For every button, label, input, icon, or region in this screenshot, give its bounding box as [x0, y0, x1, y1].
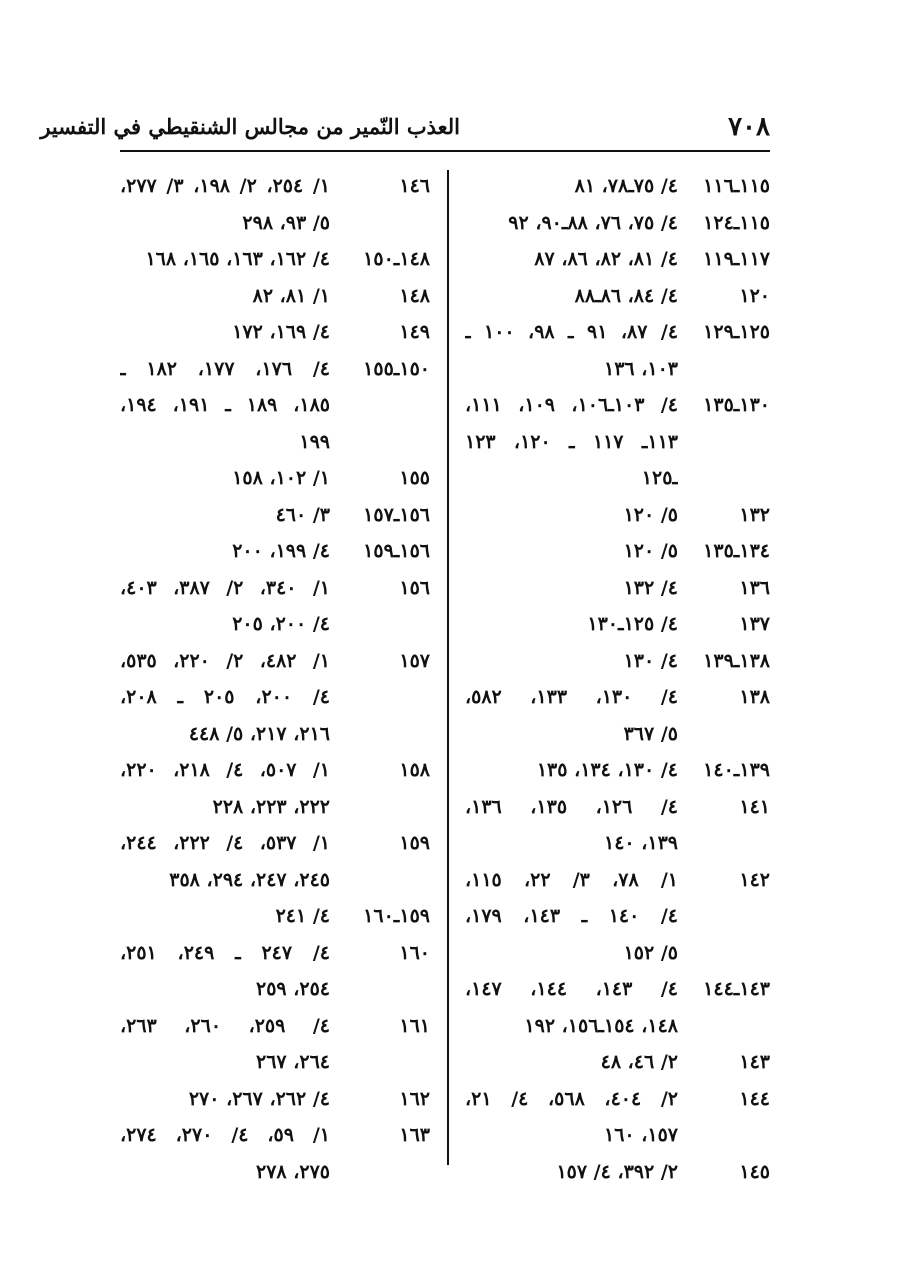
verse-reference: ١١٥ـ١٢٤ [703, 211, 770, 234]
page-reference-line: ١/ ١٠٢، ١٥٨ [232, 467, 330, 489]
page-references [120, 533, 330, 570]
verse-reference: ١٢٥ـ١٢٩ [703, 321, 770, 343]
index-entry [465, 387, 770, 497]
index-entry [120, 898, 430, 935]
page-reference-line: ٤/ ٢٤١ [275, 905, 330, 927]
index-entry [465, 570, 770, 607]
page-references [120, 278, 330, 315]
index-entry [120, 460, 430, 497]
page-reference-line: ٤/ ١٢٦، ١٣٥، ١٣٦، [465, 795, 678, 818]
page-reference-line: ٤/ ٨١، ٨٢، ٨٦، ٨٧ [534, 248, 678, 270]
verse-reference: ١٣٧ [739, 613, 770, 635]
page-reference-line: ٢٤٥، ٢٤٧، ٢٩٤، ٣٥٨ [169, 868, 330, 891]
running-header-title: العذب النّمير من مجالس الشنقيطي في التفسير [40, 114, 460, 139]
verse-reference: ١٥٩ [399, 832, 430, 854]
page-references [465, 971, 678, 1044]
index-entry [465, 278, 770, 315]
index-entry [465, 862, 770, 972]
index-entry [465, 533, 770, 570]
verse-reference: ١٣٠ـ١٣٥ [703, 394, 770, 416]
page-references [465, 314, 678, 387]
page-reference-line: ٢٦٤، ٢٦٧ [256, 1051, 330, 1073]
verse-reference: ١٦٣ [399, 1124, 430, 1146]
page-references [465, 387, 678, 497]
page-reference-line: ٤/ ١٣٠، ١٣٤، ١٣٥ [536, 759, 678, 781]
page-reference-line: ١٨٥، ١٨٩ ـ ١٩١، ١٩٤، [120, 394, 330, 416]
index-entry [120, 533, 430, 570]
verse-reference: ١٤٣ [739, 1051, 770, 1073]
verse-reference: ١٥٦ـ١٥٧ [363, 503, 430, 526]
page-references [120, 241, 330, 278]
page-reference-line: ١٣٩، ١٤٠ [604, 832, 678, 854]
verse-reference: ١٥٧ [399, 649, 430, 672]
page-reference-line: ٤/ ٢٥٩، ٢٦٠، ٢٦٣، [120, 1014, 330, 1037]
verse-reference: ١١٧ـ١١٩ [703, 248, 770, 270]
index-entry [120, 825, 430, 898]
page-reference-line: ٤/ ٢٠٠، ٢٠٥ ـ ٢٠٨، [120, 686, 330, 708]
page-references [465, 789, 678, 862]
page-references [465, 168, 678, 205]
page-references [120, 351, 330, 461]
page-reference-line: ٤/ ١٩٩، ٢٠٠ [232, 540, 330, 562]
page-references [465, 1154, 678, 1191]
column-divider [447, 170, 449, 1165]
page-reference-line: ٤/ ٧٥ـ٧٨، ٨١ [574, 175, 678, 197]
index-entry [120, 168, 430, 241]
page-references [465, 1044, 678, 1081]
index-entry [465, 241, 770, 278]
verse-reference: ١٤٣ـ١٤٤ [703, 978, 770, 1000]
page-reference-line: ٢٥٤، ٢٥٩ [256, 978, 330, 1000]
index-entry [465, 1044, 770, 1081]
index-entry [120, 278, 430, 315]
page-reference-line: ٤/ ٨٤، ٨٦ـ٨٨ [574, 284, 678, 307]
verse-reference: ١٣٨ـ١٣٩ [703, 649, 770, 672]
page-references [465, 570, 678, 607]
index-entry [120, 351, 430, 461]
verse-reference: ١٣٤ـ١٣٥ [703, 540, 770, 562]
index-entry [465, 497, 770, 534]
page-reference-line: ١/ ٥٣٧، ٤/ ٢٢٢، ٢٤٤، [120, 832, 330, 854]
verse-reference: ١٤٩ [399, 321, 430, 343]
page-references [465, 679, 678, 752]
verse-reference: ١٣٨ [739, 686, 770, 708]
page-references [120, 935, 330, 1008]
verse-reference: ١٦٢ [399, 1087, 430, 1110]
page-reference-line: ٤/ ١٢٥ـ١٣٠ [587, 613, 678, 635]
page-reference-line: ٢٧٥، ٢٧٨ [256, 1160, 330, 1183]
verse-reference: ١٢٠ [739, 284, 770, 307]
verse-reference: ١٥٦ـ١٥٩ [363, 540, 430, 562]
page-reference-line: ـ١٢٥ [641, 467, 678, 489]
verse-reference: ١٥٠ـ١٥٥ [363, 357, 430, 380]
verse-reference: ١٦١ [399, 1014, 430, 1037]
page-reference-line: ١/ ٢٥٤، ٢/ ١٩٨، ٣/ ٢٧٧، [120, 175, 330, 197]
verse-reference: ١٤١ [739, 795, 770, 818]
page-reference-line: ١/ ٧٨، ٣/ ٢٢، ١١٥، [465, 868, 678, 891]
verse-reference: ١٣٩ـ١٤٠ [703, 759, 770, 781]
index-entry [465, 971, 770, 1044]
page-references [120, 570, 330, 643]
page-reference-line: ٥/ ١٢٠ [623, 503, 678, 526]
page-reference-line: ٢/ ٤٦، ٤٨ [600, 1051, 678, 1073]
page-references [465, 205, 678, 242]
page-reference-line: ١/ ٣٤٠، ٢/ ٣٨٧، ٤٠٣، [120, 576, 330, 599]
page-references [465, 643, 678, 680]
index-entry [465, 1154, 770, 1191]
index-entry [465, 606, 770, 643]
page-references [120, 825, 330, 898]
index-entry [120, 241, 430, 278]
page-references [120, 898, 330, 935]
verse-reference: ١٣٢ [739, 503, 770, 526]
verse-reference: ١٥٩ـ١٦٠ [363, 905, 430, 927]
page-reference-line: ٥/ ١٢٠ [623, 540, 678, 562]
page-reference-line: ٤/ ٧٥، ٧٦، ٨٨ـ٩٠، ٩٢ [508, 211, 678, 234]
verse-reference: ١٤٢ [739, 868, 770, 891]
page-reference-line: ١٩٩ [299, 430, 330, 453]
index-entry [465, 679, 770, 752]
page-references [120, 643, 330, 753]
verse-reference: ١٥٦ [399, 576, 430, 599]
page-reference-line: ٤/ ١٣٢ [623, 576, 678, 599]
verse-reference: ١٤٨ [399, 284, 430, 307]
page-reference-line: ٢٢٢، ٢٢٣، ٢٢٨ [212, 795, 330, 818]
index-column-right [465, 168, 770, 1190]
page-reference-line: ٤/ ٨٧، ٩١ ـ ٩٨، ١٠٠ ـ [465, 321, 678, 343]
index-entry [120, 643, 430, 753]
verse-reference: ١٥٥ [399, 467, 430, 489]
page-reference-line: ١/ ٤٨٢، ٢/ ٢٢٠، ٥٣٥، [120, 649, 330, 672]
index-entry [465, 168, 770, 205]
page-reference-line: ١/ ٨١، ٨٢ [252, 284, 330, 307]
page-references [465, 606, 678, 643]
page-reference-line: ١٥٧، ١٦٠ [604, 1124, 678, 1146]
header-rule [120, 150, 770, 152]
verse-reference: ١٤٤ [739, 1087, 770, 1110]
page-references [120, 168, 330, 241]
page-references [120, 1081, 330, 1118]
page-reference-line: ١٤٨، ١٥٤ـ١٥٦، ١٩٢ [524, 1014, 678, 1037]
index-entry [465, 205, 770, 242]
index-column-left [120, 168, 430, 1190]
page-references [120, 497, 330, 534]
page-references [465, 278, 678, 315]
page-references [120, 1008, 330, 1081]
index-entry [465, 314, 770, 387]
index-entry [120, 1117, 430, 1190]
page-reference-line: ٢١٦، ٢١٧، ٥/ ٤٤٨ [188, 722, 330, 745]
index-entry [120, 935, 430, 1008]
index-entry [465, 752, 770, 789]
index-entry [120, 752, 430, 825]
page-reference-line: ٤/ ٢٠٠، ٢٠٥ [232, 613, 330, 635]
page-reference-line: ١/ ٥٩، ٤/ ٢٧٠، ٢٧٤، [120, 1124, 330, 1146]
page-references [120, 314, 330, 351]
page-references [465, 1081, 678, 1154]
page-references [120, 752, 330, 825]
index-entry [120, 1008, 430, 1081]
page-reference-line: ١/ ٥٠٧، ٤/ ٢١٨، ٢٢٠، [120, 759, 330, 781]
verse-reference: ١٣٦ [739, 576, 770, 599]
index-entry [465, 789, 770, 862]
page-reference-line: ٤/ ١٦٢، ١٦٣، ١٦٥، ١٦٨ [145, 248, 330, 270]
page-reference-line: ٥/ ١٥٢ [623, 941, 678, 964]
page-reference-line: ٤/ ١٦٩، ١٧٢ [232, 321, 330, 343]
page-references [120, 460, 330, 497]
index-entry [120, 570, 430, 643]
page-reference-line: ٤/ ١٣٠، ١٣٣، ٥٨٢، [465, 686, 678, 708]
page-reference-line: ٥/ ٩٣، ٢٩٨ [242, 211, 330, 234]
index-entry [465, 643, 770, 680]
page-reference-line: ٤/ ٢٤٧ ـ ٢٤٩، ٢٥١، [120, 941, 330, 964]
page-references [120, 1117, 330, 1190]
index-entry [120, 1081, 430, 1118]
page-references [465, 862, 678, 972]
page-reference-line: ٤/ ١٣٠ [623, 649, 678, 672]
verse-reference: ١٤٦ [399, 175, 430, 197]
page-reference-line: ٤/ ١٤٠ ـ ١٤٣، ١٧٩، [465, 905, 678, 927]
verse-reference: ١١٥ـ١١٦ [703, 175, 770, 197]
index-entry [120, 314, 430, 351]
page-reference-line: ١٠٣، ١٣٦ [604, 357, 678, 380]
page-references [465, 241, 678, 278]
verse-reference: ١٤٥ [739, 1160, 770, 1183]
page-reference-line: ٤/ ١٠٣ـ١٠٦، ١٠٩، ١١١، [465, 394, 678, 416]
page-reference-line: ٤/ ٢٦٢، ٢٦٧، ٢٧٠ [188, 1087, 330, 1110]
index-entry [120, 497, 430, 534]
page-reference-line: ٥/ ٣٦٧ [623, 722, 678, 745]
verse-reference: ١٤٨ـ١٥٠ [363, 248, 430, 270]
page-reference-line: ٢/ ٣٩٢، ٤/ ١٥٧ [556, 1160, 678, 1183]
page-references [465, 533, 678, 570]
page-references [465, 497, 678, 534]
page-reference-line: ٤/ ١٧٦، ١٧٧، ١٨٢ ـ [120, 357, 330, 380]
verse-reference: ١٥٨ [399, 759, 430, 781]
page-reference-line: ٣/ ٤٦٠ [275, 503, 330, 526]
verse-reference: ١٦٠ [399, 941, 430, 964]
page-references [465, 752, 678, 789]
page-number: ٧٠٨ [728, 112, 770, 142]
page-reference-line: ٤/ ١٤٣، ١٤٤، ١٤٧، [465, 978, 678, 1000]
page-reference-line: ١١٣ـ ١١٧ ـ ١٢٠، ١٢٣ [465, 430, 678, 453]
page-reference-line: ٢/ ٤٠٤، ٥٦٨، ٤/ ٢١، [465, 1087, 678, 1110]
index-entry [465, 1081, 770, 1154]
